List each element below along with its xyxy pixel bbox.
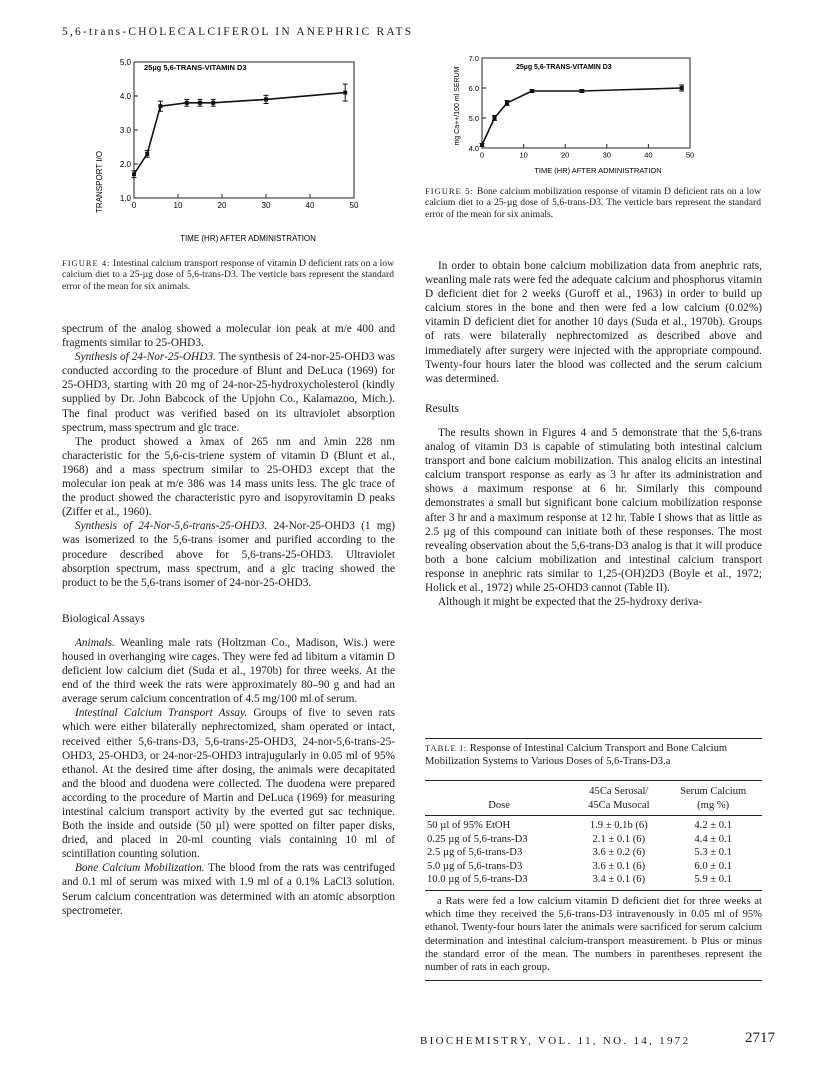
x-tick-label: 40 [644, 150, 653, 160]
data-point [680, 86, 684, 90]
data-point [264, 97, 268, 101]
data-point [530, 89, 534, 93]
x-tick-label: 20 [561, 150, 570, 160]
data-point [145, 152, 149, 156]
page-number: 2717 [745, 1030, 775, 1046]
table-row: 2.5 µg of 5,6-trans-D3 3.6 ± 0.2 (6) 5.3 ± 0.1 [427, 847, 732, 859]
table-header: 45Ca Serosal/ [589, 786, 649, 798]
data-point [132, 172, 136, 176]
x-tick-label: 50 [349, 201, 359, 210]
x-tick-label: 0 [479, 150, 485, 160]
table-header: 45Ca Musocal [588, 799, 650, 811]
data-point [198, 101, 202, 105]
table-top-rule [425, 738, 762, 739]
y-tick-label: 3.0 [119, 126, 131, 135]
figure-5-inset-label: 25µg 5,6-TRANS-VITAMIN D3 [516, 64, 612, 71]
paragraph: Synthesis of 24-Nor-5,6-trans-25-OHD3. 24-Nor-25-OHD3 (1 mg) was isomerized to the 5,6-trans isomer and purified according to the procedure described above for 5,6-trans-25-OHD3. Ultraviolet absorption spectrum, mass spectrum, and a glc tracing showed the product to be the 5,6-trans isomer of 24-nor-25-OHD3. [62, 520, 395, 589]
paragraph: Although it might be expected that the 25-hydroxy deriva- [438, 596, 703, 609]
section-heading: Results [425, 402, 459, 415]
data-point [211, 101, 215, 105]
section-heading: Biological Assays [62, 612, 145, 625]
figure-5-chart [438, 50, 708, 180]
figure-5-caption: FIGURE 5: Bone calcium mobilization response of vitamin D deficient rats on a low calcium diet to a 25-µg dose of 5,6-trans-D3. The verticle bars represent the standard error of the mean for six animals. [425, 186, 762, 220]
table-header: (mg %) [697, 799, 730, 811]
x-tick-label: 10 [173, 201, 183, 210]
table-rule [425, 780, 762, 781]
right-column [425, 259, 762, 609]
paragraph: In order to obtain bone calcium mobilization data from anephric rats, weanling male rats were fed the adequate calcium and phosphorus vitamin D deficient diet for 2 weeks (Guroff et al., 1963) in order to build up calcium stores in the bone and then were fed a low calcium (0.02%) vitamin D deficient diet for another 10 days (Suda et al., 1970b). Groups of rats were bilaterally nephrectomized as described above and immediately after surgery were injected with the appropriate compound. Twenty-four hours later the blood was collected and the serum calcium was determined. [425, 260, 762, 385]
paragraph: spectrum of the analog showed a molecular ion peak at m/e 400 and fragments similar to 25-OHD3. [62, 323, 395, 350]
table-1-footnote: a Rats were fed a low calcium vitamin D deficient diet for three weeks at which time they received the 5,6-trans-D3 intravenously in 0.05 ml of 95% ethanol. Twenty-four hours later the animals were sacrificed for serum calcium determination and intestinal calcium-transport measurement. b Plus or minus the standard error of the mean. The numbers in parentheses represent the number of rats in each group. [425, 895, 762, 973]
figure-4-caption: FIGURE 4: Intestinal calcium transport response of vitamin D deficient rats on a low calcium diet to a 25-µg dose of 5,6-trans-D3. The verticle bars represent the standard error of the mean for six animals. [62, 258, 394, 292]
running-head: 5,6-trans-CHOLECALCIFEROL IN ANEPHRIC RATS [62, 26, 414, 38]
paragraph: Animals. Weanling male rats (Holtzman Co., Madison, Wis.) were housed in overhanging wire cages. They were fed ad libitum a vitamin D deficient low calcium diet (Suda et al., 1970b) for three weeks. At the end of the third week the rats were approximately 80–90 g and had an average serum calcium concentration of 4.5 mg/100 ml of serum. [62, 636, 395, 706]
data-point [158, 104, 162, 108]
paragraph: The product showed a λmax of 265 nm and λmin 228 nm characteristic for the 5,6-cis-triene system of vitamin D (Blunt et al., 1968) and a mass spectrum similar to 25-OHD3 except that the molecular ion peak at m/e 386 was 14 mass units less. The glc trace of the product showed the characteristic pyro and isopyrovitamin D peaks (Ziffer et al., 1960). [62, 435, 395, 519]
data-point [505, 101, 509, 105]
y-tick-label: 2.0 [119, 160, 131, 169]
x-tick-label: 30 [602, 150, 611, 160]
paragraph: Intestinal Calcium Transport Assay. Groups of five to seven rats which were either bilaterally nephrectomized, sham operated or intact, received either 5,6-trans-D3, 5,6-trans-25-OHD3, 24-nor-5,6-trans-25-OHD3, 25-OHD3, or 24-nor-25-OHD3 intrajugularly in 0.05 ml of 95% ethanol. At the desired time after dosing, the animals were decapitated and the blood and duodena were collected. The duodena were prepared according to the procedure of Martin and DeLuca (1969) for measuring intestinal calcium transport activity by the everted gut sac technique. Both the inside and outside (50 µl) were spotted on filter paper disks, dried, and placed in 20-ml counting vials containing 10 ml of scintillation counting solution. [62, 707, 395, 861]
table-row: 5.0 µg of 5,6-trans-D3 3.6 ± 0.1 (6) 6.0 ± 0.1 [427, 860, 732, 872]
y-tick-label: 4.0 [119, 92, 131, 101]
table-1-caption: TABLE I: Response of Intestinal Calcium Transport and Bone Calcium Mobilization Systems to Various Doses of 5,6-Trans-D3.a [425, 743, 728, 768]
y-tick-label: 4.0 [468, 144, 479, 153]
table-header: Serum Calcium [680, 786, 747, 798]
y-tick-label: 7.0 [468, 54, 479, 63]
data-point [580, 89, 584, 93]
table-row: 50 µl of 95% EtOH 1.9 ± 0.1b (6) 4.2 ± 0.1 [427, 820, 732, 832]
y-tick-label: 6.0 [468, 84, 479, 93]
x-tick-label: 30 [261, 201, 271, 210]
table-header: Dose [488, 799, 511, 811]
figure-4-chart [78, 50, 388, 250]
table-rule [425, 890, 762, 891]
series-line [482, 88, 682, 145]
paragraph: Synthesis of 24-Nor-25-OHD3. The synthesis of 24-nor-25-OHD3 was conducted according to the procedure of Blunt and DeLuca (1969) for 25-OHD3, starting with 20 mg of 24-nor-25-hydroxycholesterol (kindly supplied by Dr. John Babcock of the Upjohn Co., Kalamazoo, Mich.). The final product was verified based on its ultraviolet absorption spectrum, mass spectrum and glc trace. [62, 351, 396, 434]
left-column [62, 322, 395, 918]
x-tick-label: 10 [519, 150, 528, 160]
x-tick-label: 0 [131, 201, 137, 210]
data-point [492, 116, 496, 120]
data-point [480, 143, 484, 147]
table-row: 0.25 µg of 5,6-trans-D3 2.1 ± 0.1 (6) 4.4 ± 0.1 [427, 833, 732, 845]
y-tick-label: 1.0 [119, 194, 131, 203]
figure-4-inset-label: 25µg 5,6-TRANS-VITAMIN D3 [144, 63, 247, 72]
figure-5-xlabel: TIME (HR) AFTER ADMINISTRATION [534, 166, 662, 175]
journal-footer: BIOCHEMISTRY, VOL. 11, NO. 14, 1972 [420, 1035, 691, 1047]
table-1 [425, 742, 762, 981]
paragraph: The results shown in Figures 4 and 5 demonstrate that the 5,6-trans analog of vitamin D3 is capable of stimulating both intestinal calcium transport and bone calcium mobilization. This analog elicits an intestinal calcium transport response as early as 3 hr after its administration and shows a maximum response at 6 hr. Similarly this compound demonstrates a small but significant bone calcium mobilization response after 3 hr and a maximum response at 12 hr. Table I shows that as little as 2.5 µg of this compound can initiate both of these responses. The most revealing observation about the 5,6-trans-D3 analog is that it will produce both a bone calcium mobilization and intestinal calcium transport response in anephric rats similar to 1,25-(OH)2D3 (Boyle et al., 1972; Holick et al., 1972) while 25-OHD3 cannot (Table II). [425, 426, 762, 594]
series-line [134, 93, 345, 175]
paragraph: Bone Calcium Mobilization. The blood from the rats was centrifuged and 0.1 ml of serum was mixed with 1.9 ml of a 0.1% LaCl3 solution. Serum calcium concentration was determined with an atomic absorption spectrometer. [62, 862, 395, 917]
figure-4-ylabel: TRANSPORT I/O [95, 151, 104, 213]
x-tick-label: 40 [305, 201, 315, 210]
table-bottom-rule [425, 980, 762, 981]
y-tick-label: 5.0 [119, 58, 131, 67]
figure-5-ylabel: mg Ca++/100 ml SERUM [454, 66, 461, 146]
data-point [185, 101, 189, 105]
x-tick-label: 20 [217, 201, 227, 210]
x-tick-label: 50 [685, 150, 695, 160]
plot-frame [134, 62, 354, 198]
table-1-body [425, 785, 762, 887]
table-row: 10.0 µg of 5,6-trans-D3 3.4 ± 0.1 (6) 5.9 ± 0.1 [427, 874, 732, 886]
figure-4-xlabel: TIME (HR) AFTER ADMINISTRATION [180, 234, 316, 243]
plot-frame [482, 58, 690, 148]
y-tick-label: 5.0 [468, 114, 479, 123]
data-point [343, 91, 347, 95]
